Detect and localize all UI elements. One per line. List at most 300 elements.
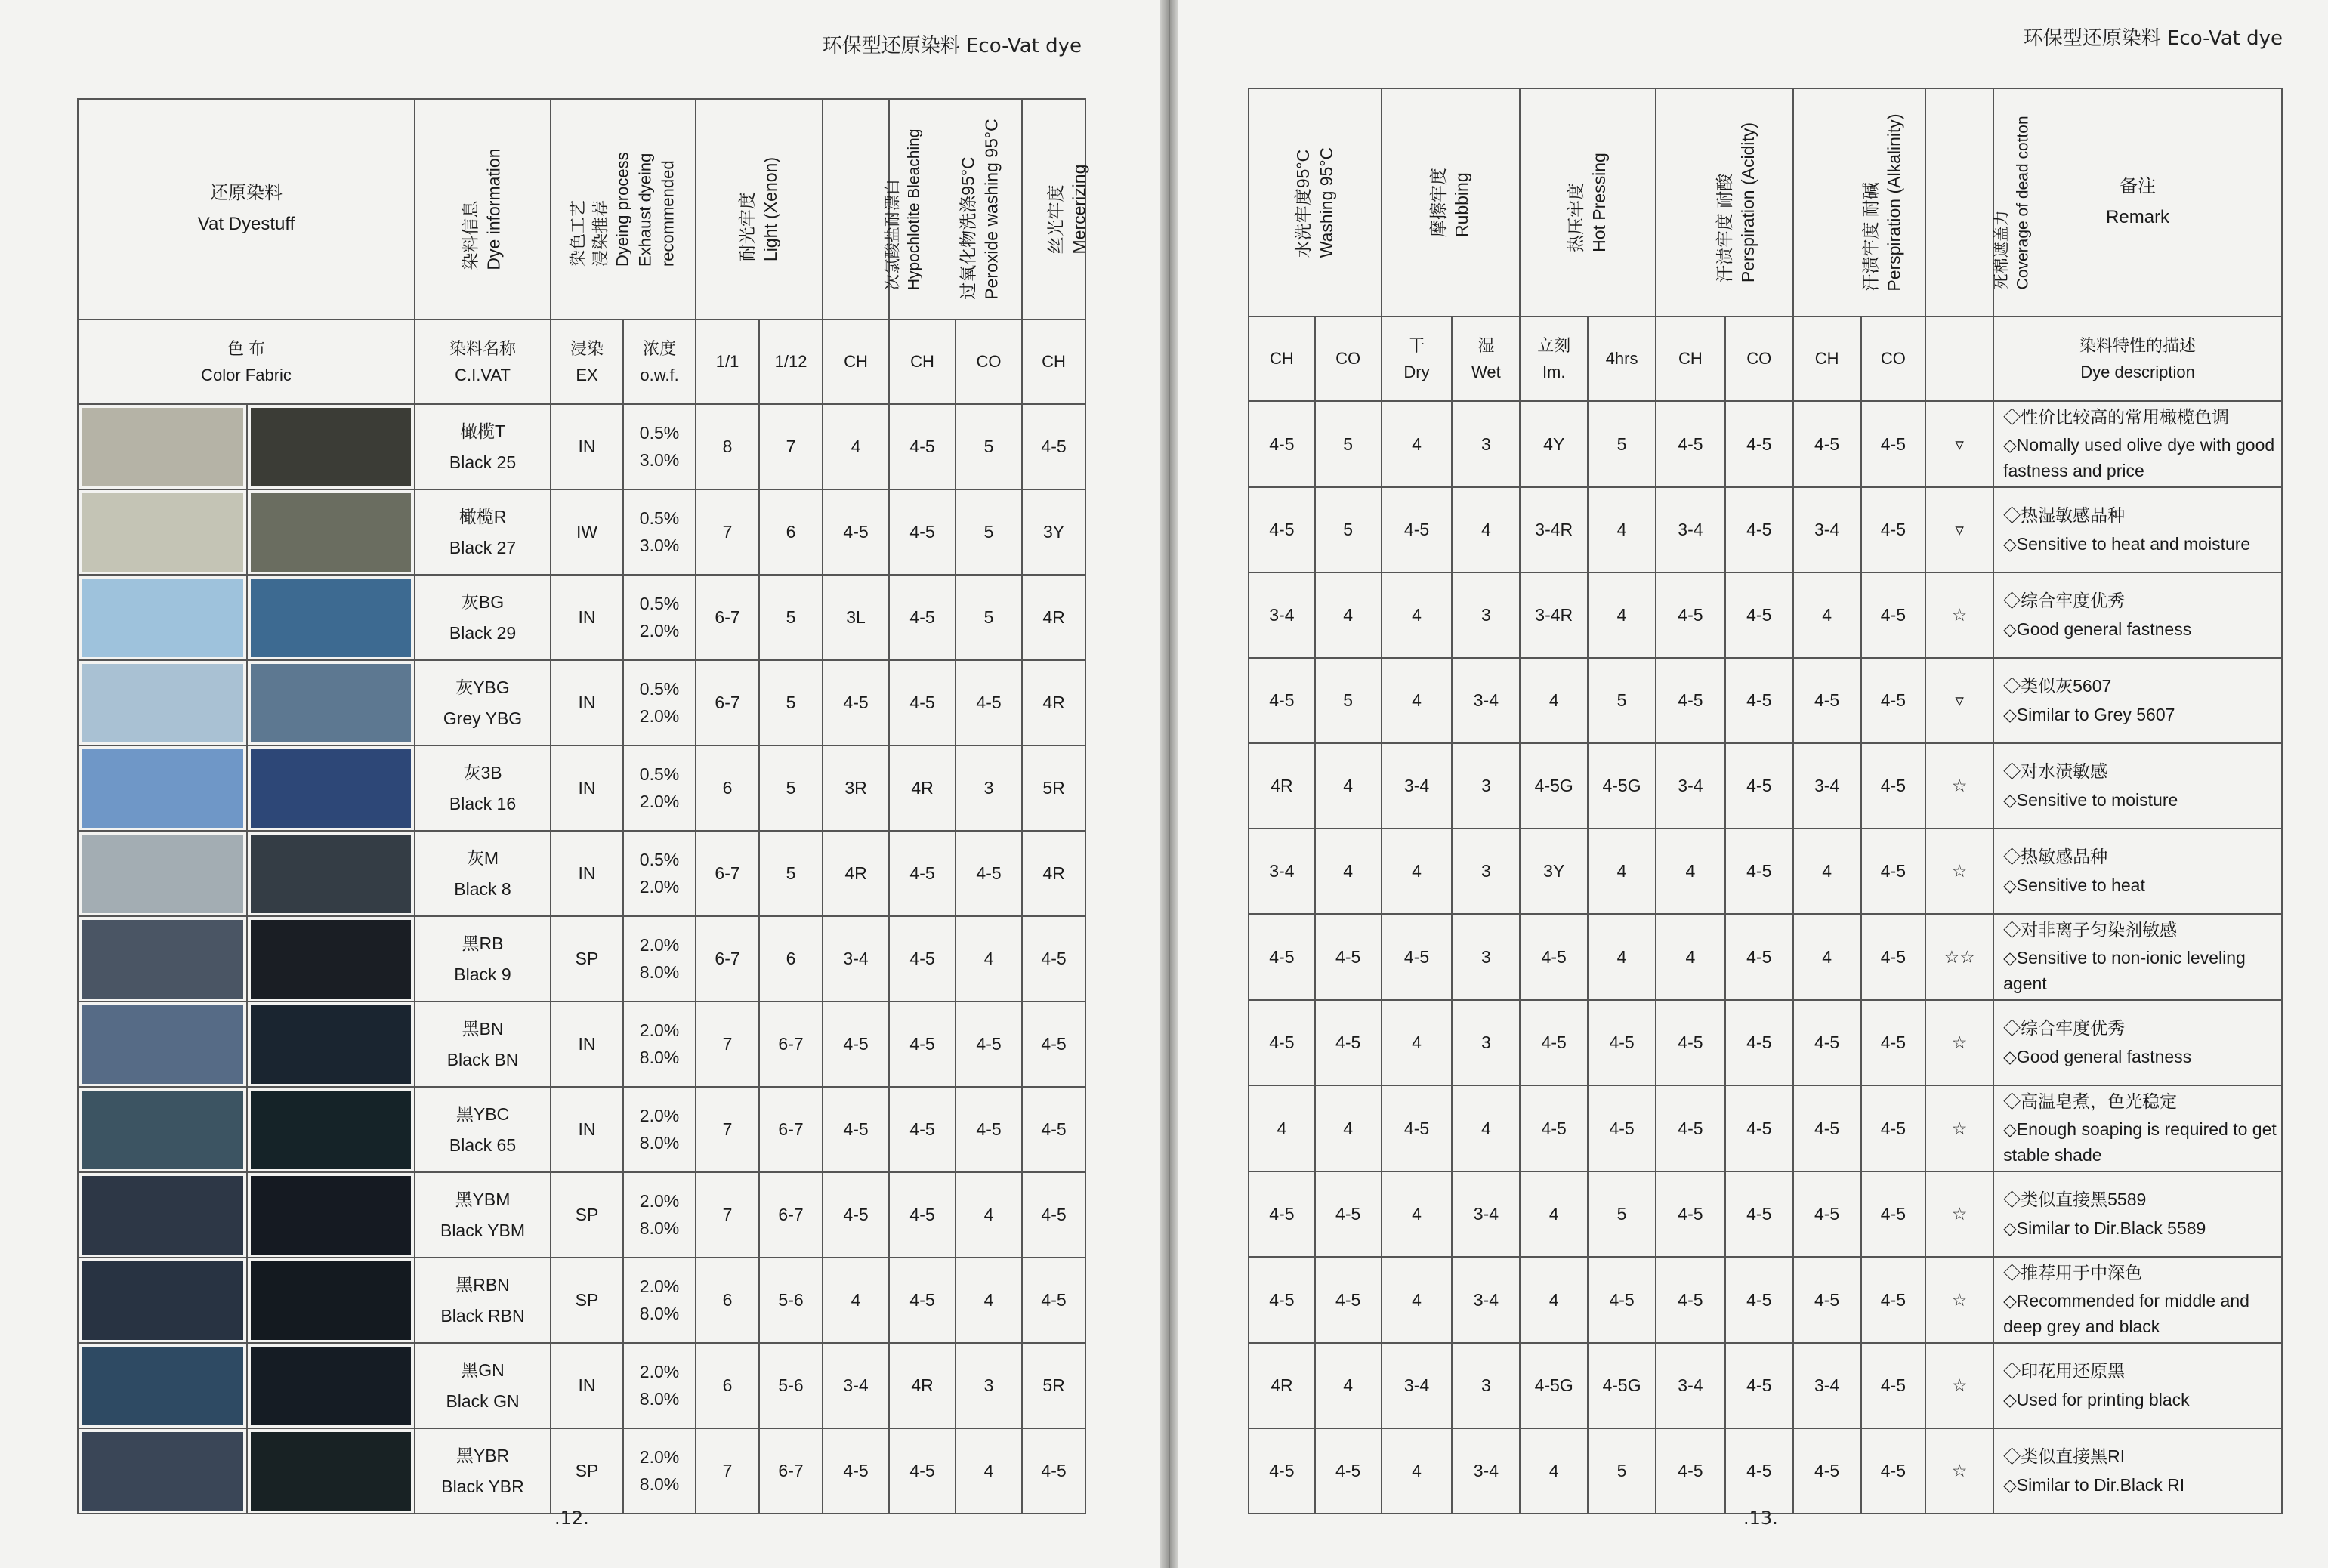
value-wash-co: 4 <box>1315 1085 1382 1171</box>
value-hrs: 4 <box>1588 487 1656 573</box>
value-wash-ch: 4-5 <box>1249 1428 1315 1514</box>
concentration <box>623 1428 696 1514</box>
value-wash-co: 4-5 <box>1315 1428 1382 1514</box>
value-light11: 7 <box>696 1002 759 1087</box>
swatch-dark <box>251 920 411 999</box>
value-wet: 4 <box>1452 1085 1520 1171</box>
ex-method: IN <box>551 1343 623 1428</box>
fabric-swatch-dark <box>247 831 415 916</box>
subheader-perox-co: CO <box>956 319 1022 404</box>
value-merc: 4-5 <box>1022 1002 1085 1087</box>
dye-name-en: Black GN <box>446 1391 520 1411</box>
value-light11: 8 <box>696 404 759 489</box>
swatch-light <box>82 579 243 657</box>
value-wash-co: 4-5 <box>1315 1257 1382 1343</box>
value-acid-co: 4-5 <box>1725 1171 1793 1257</box>
coverage-symbol: ☆ <box>1925 829 1993 914</box>
value-wet: 3 <box>1452 1343 1520 1428</box>
table-row <box>78 1428 1085 1514</box>
ex-method: IN <box>551 660 623 745</box>
value-hypo: 3R <box>823 745 889 831</box>
table-row <box>78 745 1085 831</box>
dye-name-cn: 灰3B <box>463 763 502 783</box>
fabric-swatch-dark <box>247 404 415 489</box>
value-merc: 4-5 <box>1022 916 1085 1002</box>
header-washing: 水洗牢度95°C Washing 95°C <box>1249 88 1382 316</box>
remark <box>1993 401 2282 487</box>
remark-en: ◇Sensitive to heat and moisture <box>2003 533 2251 554</box>
value-acid-ch: 3-4 <box>1656 743 1725 829</box>
page-number: .13. <box>1743 1508 1778 1529</box>
fabric-swatch-dark <box>247 916 415 1002</box>
remark-en: ◇Sensitive to moisture <box>2003 789 2178 810</box>
value-perox-ch: 4-5 <box>889 660 956 745</box>
value-alk-ch: 4-5 <box>1793 1257 1861 1343</box>
value-im: 4-5G <box>1520 743 1588 829</box>
subheader-wet: 湿 Wet <box>1452 316 1520 401</box>
value-merc: 4R <box>1022 575 1085 660</box>
value-alk-co: 4-5 <box>1861 1085 1926 1171</box>
header-peroxide: 过氧化物洗涤95°C Peroxide washing 95°C <box>889 99 1022 319</box>
value-merc: 5R <box>1022 745 1085 831</box>
dye-name <box>415 404 551 489</box>
dye-name-en: Black 25 <box>449 452 517 472</box>
value-light11: 6 <box>696 745 759 831</box>
subheader-dye-description: 染料特性的描述 Dye description <box>1993 316 2282 401</box>
concentration <box>623 1087 696 1172</box>
value-dry: 4 <box>1382 401 1453 487</box>
value-alk-co: 4-5 <box>1861 1257 1926 1343</box>
dye-name <box>415 745 551 831</box>
value-dry: 4 <box>1382 1171 1453 1257</box>
remark <box>1993 1085 2282 1171</box>
value-alk-ch: 4 <box>1793 914 1861 1000</box>
value-dry: 4 <box>1382 573 1453 658</box>
remark-cn: ◇性价比较高的常用橄榄色调 <box>2003 407 2230 427</box>
swatch-dark <box>251 408 411 486</box>
swatch-light <box>82 1347 243 1425</box>
value-dry: 4 <box>1382 829 1453 914</box>
value-hrs: 4-5G <box>1588 743 1656 829</box>
value-alk-co: 4-5 <box>1861 1428 1926 1514</box>
value-light112: 6-7 <box>759 1002 823 1087</box>
dye-name-cn: 灰M <box>466 848 499 869</box>
value-im: 4 <box>1520 1257 1588 1343</box>
header-dye-information: 染料信息 Dye information <box>415 99 551 319</box>
remark-en: ◇Similar to Grey 5607 <box>2003 704 2175 724</box>
remark-cn: ◇类似直接黑5589 <box>2003 1190 2147 1210</box>
value-dry: 3-4 <box>1382 743 1453 829</box>
concentration <box>623 1258 696 1343</box>
ex-method: IN <box>551 831 623 916</box>
remark-cn: ◇类似灰5607 <box>2003 676 2112 696</box>
value-hrs: 5 <box>1588 1428 1656 1514</box>
value-hypo: 4 <box>823 1258 889 1343</box>
remark <box>1993 658 2282 743</box>
concentration <box>623 745 696 831</box>
dye-name <box>415 1087 551 1172</box>
remark-cn: ◇类似直接黑RI <box>2003 1446 2126 1467</box>
table-row <box>1249 1257 2282 1343</box>
swatch-dark <box>251 493 411 572</box>
swatch-dark <box>251 1091 411 1169</box>
coverage-symbol: ▿ <box>1925 487 1993 573</box>
value-light112: 6 <box>759 489 823 575</box>
value-perox-ch: 4-5 <box>889 575 956 660</box>
remark <box>1993 1171 2282 1257</box>
value-hrs: 5 <box>1588 1171 1656 1257</box>
value-wash-ch: 4-5 <box>1249 658 1315 743</box>
subheader-alk-co: CO <box>1861 316 1926 401</box>
subheader-dry: 干 Dry <box>1382 316 1453 401</box>
value-wash-co: 5 <box>1315 487 1382 573</box>
subheader-alk-ch: CH <box>1793 316 1861 401</box>
value-light112: 6-7 <box>759 1087 823 1172</box>
remark <box>1993 1257 2282 1343</box>
fabric-swatch-dark <box>247 1172 415 1258</box>
header-dyeing-process: 染色工艺 浸染推荐 Dyeing process Exhaust dyeing recommended <box>551 99 696 319</box>
fabric-swatch-dark <box>247 1258 415 1343</box>
ex-method: IN <box>551 1002 623 1087</box>
conc-low: 2.0% <box>639 1361 680 1381</box>
fabric-swatch-dark <box>247 1087 415 1172</box>
value-alk-co: 4-5 <box>1861 487 1926 573</box>
coverage-symbol: ☆☆ <box>1925 914 1993 1000</box>
value-perox-co: 4 <box>956 916 1022 1002</box>
coverage-symbol: ☆ <box>1925 573 1993 658</box>
value-im: 4 <box>1520 1171 1588 1257</box>
value-acid-ch: 4-5 <box>1656 573 1725 658</box>
value-wash-co: 4 <box>1315 829 1382 914</box>
table-row <box>78 1258 1085 1343</box>
value-merc: 4-5 <box>1022 1428 1085 1514</box>
coverage-symbol: ☆ <box>1925 1171 1993 1257</box>
conc-low: 0.5% <box>639 678 680 699</box>
ex-method: IN <box>551 404 623 489</box>
value-light11: 6-7 <box>696 660 759 745</box>
value-light112: 7 <box>759 404 823 489</box>
table-row <box>1249 743 2282 829</box>
table-row <box>78 489 1085 575</box>
conc-low: 2.0% <box>639 1190 680 1211</box>
subheader-hypo-ch: CH <box>823 319 889 404</box>
value-hypo: 4-5 <box>823 660 889 745</box>
value-light11: 7 <box>696 1087 759 1172</box>
value-alk-ch: 4-5 <box>1793 401 1861 487</box>
header-vat-dyestuff: 还原染料 Vat Dyestuff <box>78 99 415 319</box>
value-alk-ch: 4-5 <box>1793 1000 1861 1085</box>
dye-name-cn: 黑YBM <box>455 1190 511 1210</box>
value-wet: 3 <box>1452 573 1520 658</box>
dye-name <box>415 1343 551 1428</box>
value-im: 3Y <box>1520 829 1588 914</box>
swatch-light <box>82 1091 243 1169</box>
concentration <box>623 1343 696 1428</box>
remark-en: ◇Sensitive to non-ionic leveling agent <box>2003 948 2246 993</box>
value-hrs: 5 <box>1588 401 1656 487</box>
subheader-ex: 浸染 EX <box>551 319 623 404</box>
table-row <box>1249 573 2282 658</box>
conc-high: 8.0% <box>639 1388 680 1409</box>
fabric-swatch-light <box>78 1172 247 1258</box>
value-hypo: 4R <box>823 831 889 916</box>
dye-name <box>415 575 551 660</box>
remark-cn: ◇对水渍敏感 <box>2003 761 2108 782</box>
table-row <box>1249 1428 2282 1514</box>
value-dry: 4 <box>1382 1000 1453 1085</box>
swatch-light <box>82 920 243 999</box>
value-wash-ch: 3-4 <box>1249 573 1315 658</box>
value-perox-co: 4-5 <box>956 1087 1022 1172</box>
coverage-symbol: ☆ <box>1925 1000 1993 1085</box>
value-acid-co: 4-5 <box>1725 829 1793 914</box>
dye-name-en: Black 29 <box>449 622 517 643</box>
value-wash-ch: 4-5 <box>1249 1171 1315 1257</box>
subheader-4hrs: 4hrs <box>1588 316 1656 401</box>
value-acid-ch: 4 <box>1656 914 1725 1000</box>
value-wash-co: 5 <box>1315 401 1382 487</box>
value-wash-co: 4-5 <box>1315 1171 1382 1257</box>
conc-low: 2.0% <box>639 1020 680 1040</box>
dye-name-cn: 灰YBG <box>455 678 510 698</box>
value-light11: 6 <box>696 1258 759 1343</box>
subheader-acid-ch: CH <box>1656 316 1725 401</box>
value-light112: 5 <box>759 575 823 660</box>
value-hypo: 3-4 <box>823 916 889 1002</box>
swatch-light <box>82 1261 243 1340</box>
swatch-dark <box>251 1261 411 1340</box>
value-acid-ch: 4 <box>1656 829 1725 914</box>
value-acid-co: 4-5 <box>1725 1000 1793 1085</box>
value-im: 4Y <box>1520 401 1588 487</box>
value-merc: 5R <box>1022 1343 1085 1428</box>
fabric-swatch-dark <box>247 1428 415 1514</box>
subheader-cover <box>1925 316 1993 401</box>
value-wash-ch: 4R <box>1249 743 1315 829</box>
value-wash-ch: 4R <box>1249 1343 1315 1428</box>
value-acid-co: 4-5 <box>1725 1428 1793 1514</box>
left-page <box>0 0 1160 1568</box>
value-wet: 4 <box>1452 487 1520 573</box>
value-perox-co: 4 <box>956 1258 1022 1343</box>
value-dry: 4 <box>1382 1428 1453 1514</box>
value-merc: 4R <box>1022 660 1085 745</box>
ex-method: SP <box>551 1172 623 1258</box>
value-hrs: 4-5 <box>1588 1257 1656 1343</box>
table-row <box>1249 401 2282 487</box>
concentration <box>623 1172 696 1258</box>
swatch-light <box>82 1432 243 1511</box>
remark-cn: ◇热湿敏感品种 <box>2003 505 2126 526</box>
value-light11: 6-7 <box>696 575 759 660</box>
value-wet: 3-4 <box>1452 1257 1520 1343</box>
value-alk-ch: 3-4 <box>1793 487 1861 573</box>
value-acid-ch: 3-4 <box>1656 487 1725 573</box>
ex-method: SP <box>551 1428 623 1514</box>
subheader-merc-ch: CH <box>1022 319 1085 404</box>
conc-low: 0.5% <box>639 593 680 613</box>
remark-en: ◇Good general fastness <box>2003 1046 2192 1066</box>
table-row <box>78 1002 1085 1087</box>
value-wash-co: 4 <box>1315 743 1382 829</box>
value-perox-ch: 4-5 <box>889 489 956 575</box>
coverage-symbol: ☆ <box>1925 1257 1993 1343</box>
value-merc: 4R <box>1022 831 1085 916</box>
conc-low: 2.0% <box>639 934 680 955</box>
table-row <box>78 404 1085 489</box>
value-wash-co: 4 <box>1315 1343 1382 1428</box>
remark-en: ◇Recommended for middle and deep grey and black <box>2003 1291 2249 1336</box>
value-acid-co: 4-5 <box>1725 914 1793 1000</box>
ex-method: SP <box>551 1258 623 1343</box>
swatch-light <box>82 408 243 486</box>
dye-name-en: Black 16 <box>449 793 517 813</box>
value-perox-co: 4-5 <box>956 1002 1022 1087</box>
ex-method: IW <box>551 489 623 575</box>
ex-method: IN <box>551 575 623 660</box>
swatch-dark <box>251 1176 411 1255</box>
remark <box>1993 743 2282 829</box>
coverage-symbol: ☆ <box>1925 1085 1993 1171</box>
value-wash-ch: 3-4 <box>1249 829 1315 914</box>
remark-en: ◇Enough soaping is required to get stable shade <box>2003 1119 2277 1165</box>
table-row <box>1249 1000 2282 1085</box>
value-hypo: 4-5 <box>823 1428 889 1514</box>
table-row <box>1249 487 2282 573</box>
conc-low: 0.5% <box>639 422 680 443</box>
value-perox-co: 3 <box>956 1343 1022 1428</box>
remark <box>1993 1428 2282 1514</box>
value-hypo: 4-5 <box>823 1087 889 1172</box>
remark-cn: ◇对非离子匀染剂敏感 <box>2003 920 2178 940</box>
swatch-dark <box>251 749 411 828</box>
conc-high: 2.0% <box>639 791 680 811</box>
value-perox-co: 5 <box>956 489 1022 575</box>
value-dry: 4-5 <box>1382 914 1453 1000</box>
conc-high: 8.0% <box>639 1218 680 1238</box>
page-number: .12. <box>554 1508 589 1529</box>
value-light112: 6-7 <box>759 1172 823 1258</box>
value-im: 4 <box>1520 658 1588 743</box>
table-row <box>1249 914 2282 1000</box>
coverage-symbol: ☆ <box>1925 1428 1993 1514</box>
conc-low: 0.5% <box>639 849 680 869</box>
value-alk-ch: 4 <box>1793 829 1861 914</box>
value-alk-ch: 4-5 <box>1793 658 1861 743</box>
table-row <box>78 831 1085 916</box>
concentration <box>623 489 696 575</box>
dye-name <box>415 660 551 745</box>
value-acid-co: 4-5 <box>1725 1343 1793 1428</box>
dye-name-en: Black 27 <box>449 537 517 557</box>
value-acid-ch: 4-5 <box>1656 1257 1725 1343</box>
value-acid-co: 4-5 <box>1725 743 1793 829</box>
value-wet: 3 <box>1452 743 1520 829</box>
value-im: 4-5G <box>1520 1343 1588 1428</box>
value-wash-co: 4 <box>1315 573 1382 658</box>
table-row <box>78 916 1085 1002</box>
dye-name-en: Black 9 <box>454 964 511 984</box>
value-acid-co: 4-5 <box>1725 1085 1793 1171</box>
subheader-wash-ch: CH <box>1249 316 1315 401</box>
remark-cn: ◇推荐用于中深色 <box>2003 1263 2143 1283</box>
swatch-light <box>82 835 243 913</box>
conc-low: 2.0% <box>639 1446 680 1467</box>
value-hrs: 4 <box>1588 914 1656 1000</box>
header-remark: 备注 Remark <box>1993 88 2282 316</box>
remark <box>1993 1343 2282 1428</box>
dye-name-cn: 黑GN <box>461 1360 505 1381</box>
value-acid-ch: 4-5 <box>1656 658 1725 743</box>
remark <box>1993 914 2282 1000</box>
subheader-im: 立刻 Im. <box>1520 316 1588 401</box>
value-alk-ch: 4-5 <box>1793 1171 1861 1257</box>
table-row <box>78 1172 1085 1258</box>
value-hypo: 4 <box>823 404 889 489</box>
value-hrs: 4-5 <box>1588 1085 1656 1171</box>
value-perox-ch: 4-5 <box>889 916 956 1002</box>
value-acid-co: 4-5 <box>1725 487 1793 573</box>
conc-high: 8.0% <box>639 1474 680 1494</box>
value-hypo: 4-5 <box>823 1002 889 1087</box>
subheader-color-fabric: 色 布 Color Fabric <box>78 319 415 404</box>
value-light11: 7 <box>696 1172 759 1258</box>
remark <box>1993 487 2282 573</box>
swatch-dark <box>251 579 411 657</box>
swatch-dark <box>251 835 411 913</box>
table-row <box>78 1087 1085 1172</box>
page-title: 环保型还原染料 Eco-Vat dye <box>2023 27 2283 50</box>
value-alk-co: 4-5 <box>1861 1000 1926 1085</box>
value-acid-ch: 3-4 <box>1656 1343 1725 1428</box>
table-row <box>1249 829 2282 914</box>
ex-method: IN <box>551 745 623 831</box>
remark-en: ◇Sensitive to heat <box>2003 875 2145 895</box>
conc-high: 8.0% <box>639 1303 680 1323</box>
value-perox-co: 5 <box>956 575 1022 660</box>
value-dry: 4 <box>1382 658 1453 743</box>
value-alk-ch: 4 <box>1793 573 1861 658</box>
remark <box>1993 1000 2282 1085</box>
dye-name <box>415 1428 551 1514</box>
coverage-symbol: ▿ <box>1925 658 1993 743</box>
swatch-dark <box>251 1432 411 1511</box>
value-light112: 6-7 <box>759 1428 823 1514</box>
dye-name <box>415 1258 551 1343</box>
value-wash-ch: 4-5 <box>1249 1000 1315 1085</box>
value-perox-ch: 4-5 <box>889 831 956 916</box>
swatch-light <box>82 749 243 828</box>
value-perox-ch: 4-5 <box>889 404 956 489</box>
dye-name-cn: 灰BG <box>461 592 505 613</box>
fabric-swatch-light <box>78 660 247 745</box>
conc-low: 0.5% <box>639 764 680 784</box>
subheader-owf: 浓度 o.w.f. <box>623 319 696 404</box>
value-merc: 4-5 <box>1022 1087 1085 1172</box>
ex-method: IN <box>551 1087 623 1172</box>
value-alk-co: 4-5 <box>1861 658 1926 743</box>
fabric-swatch-light <box>78 489 247 575</box>
table-row <box>78 660 1085 745</box>
header-mercerizing: 丝光牢度 Mercerizing <box>1022 99 1085 319</box>
value-acid-co: 4-5 <box>1725 658 1793 743</box>
value-wet: 3 <box>1452 1000 1520 1085</box>
remark-en: ◇Used for printing black <box>2003 1389 2190 1409</box>
header-perspiration-acidity: 汗渍牢度 耐酸 Perspiration (Acidity) <box>1656 88 1793 316</box>
value-alk-co: 4-5 <box>1861 1171 1926 1257</box>
value-acid-co: 4-5 <box>1725 573 1793 658</box>
value-wet: 3-4 <box>1452 658 1520 743</box>
